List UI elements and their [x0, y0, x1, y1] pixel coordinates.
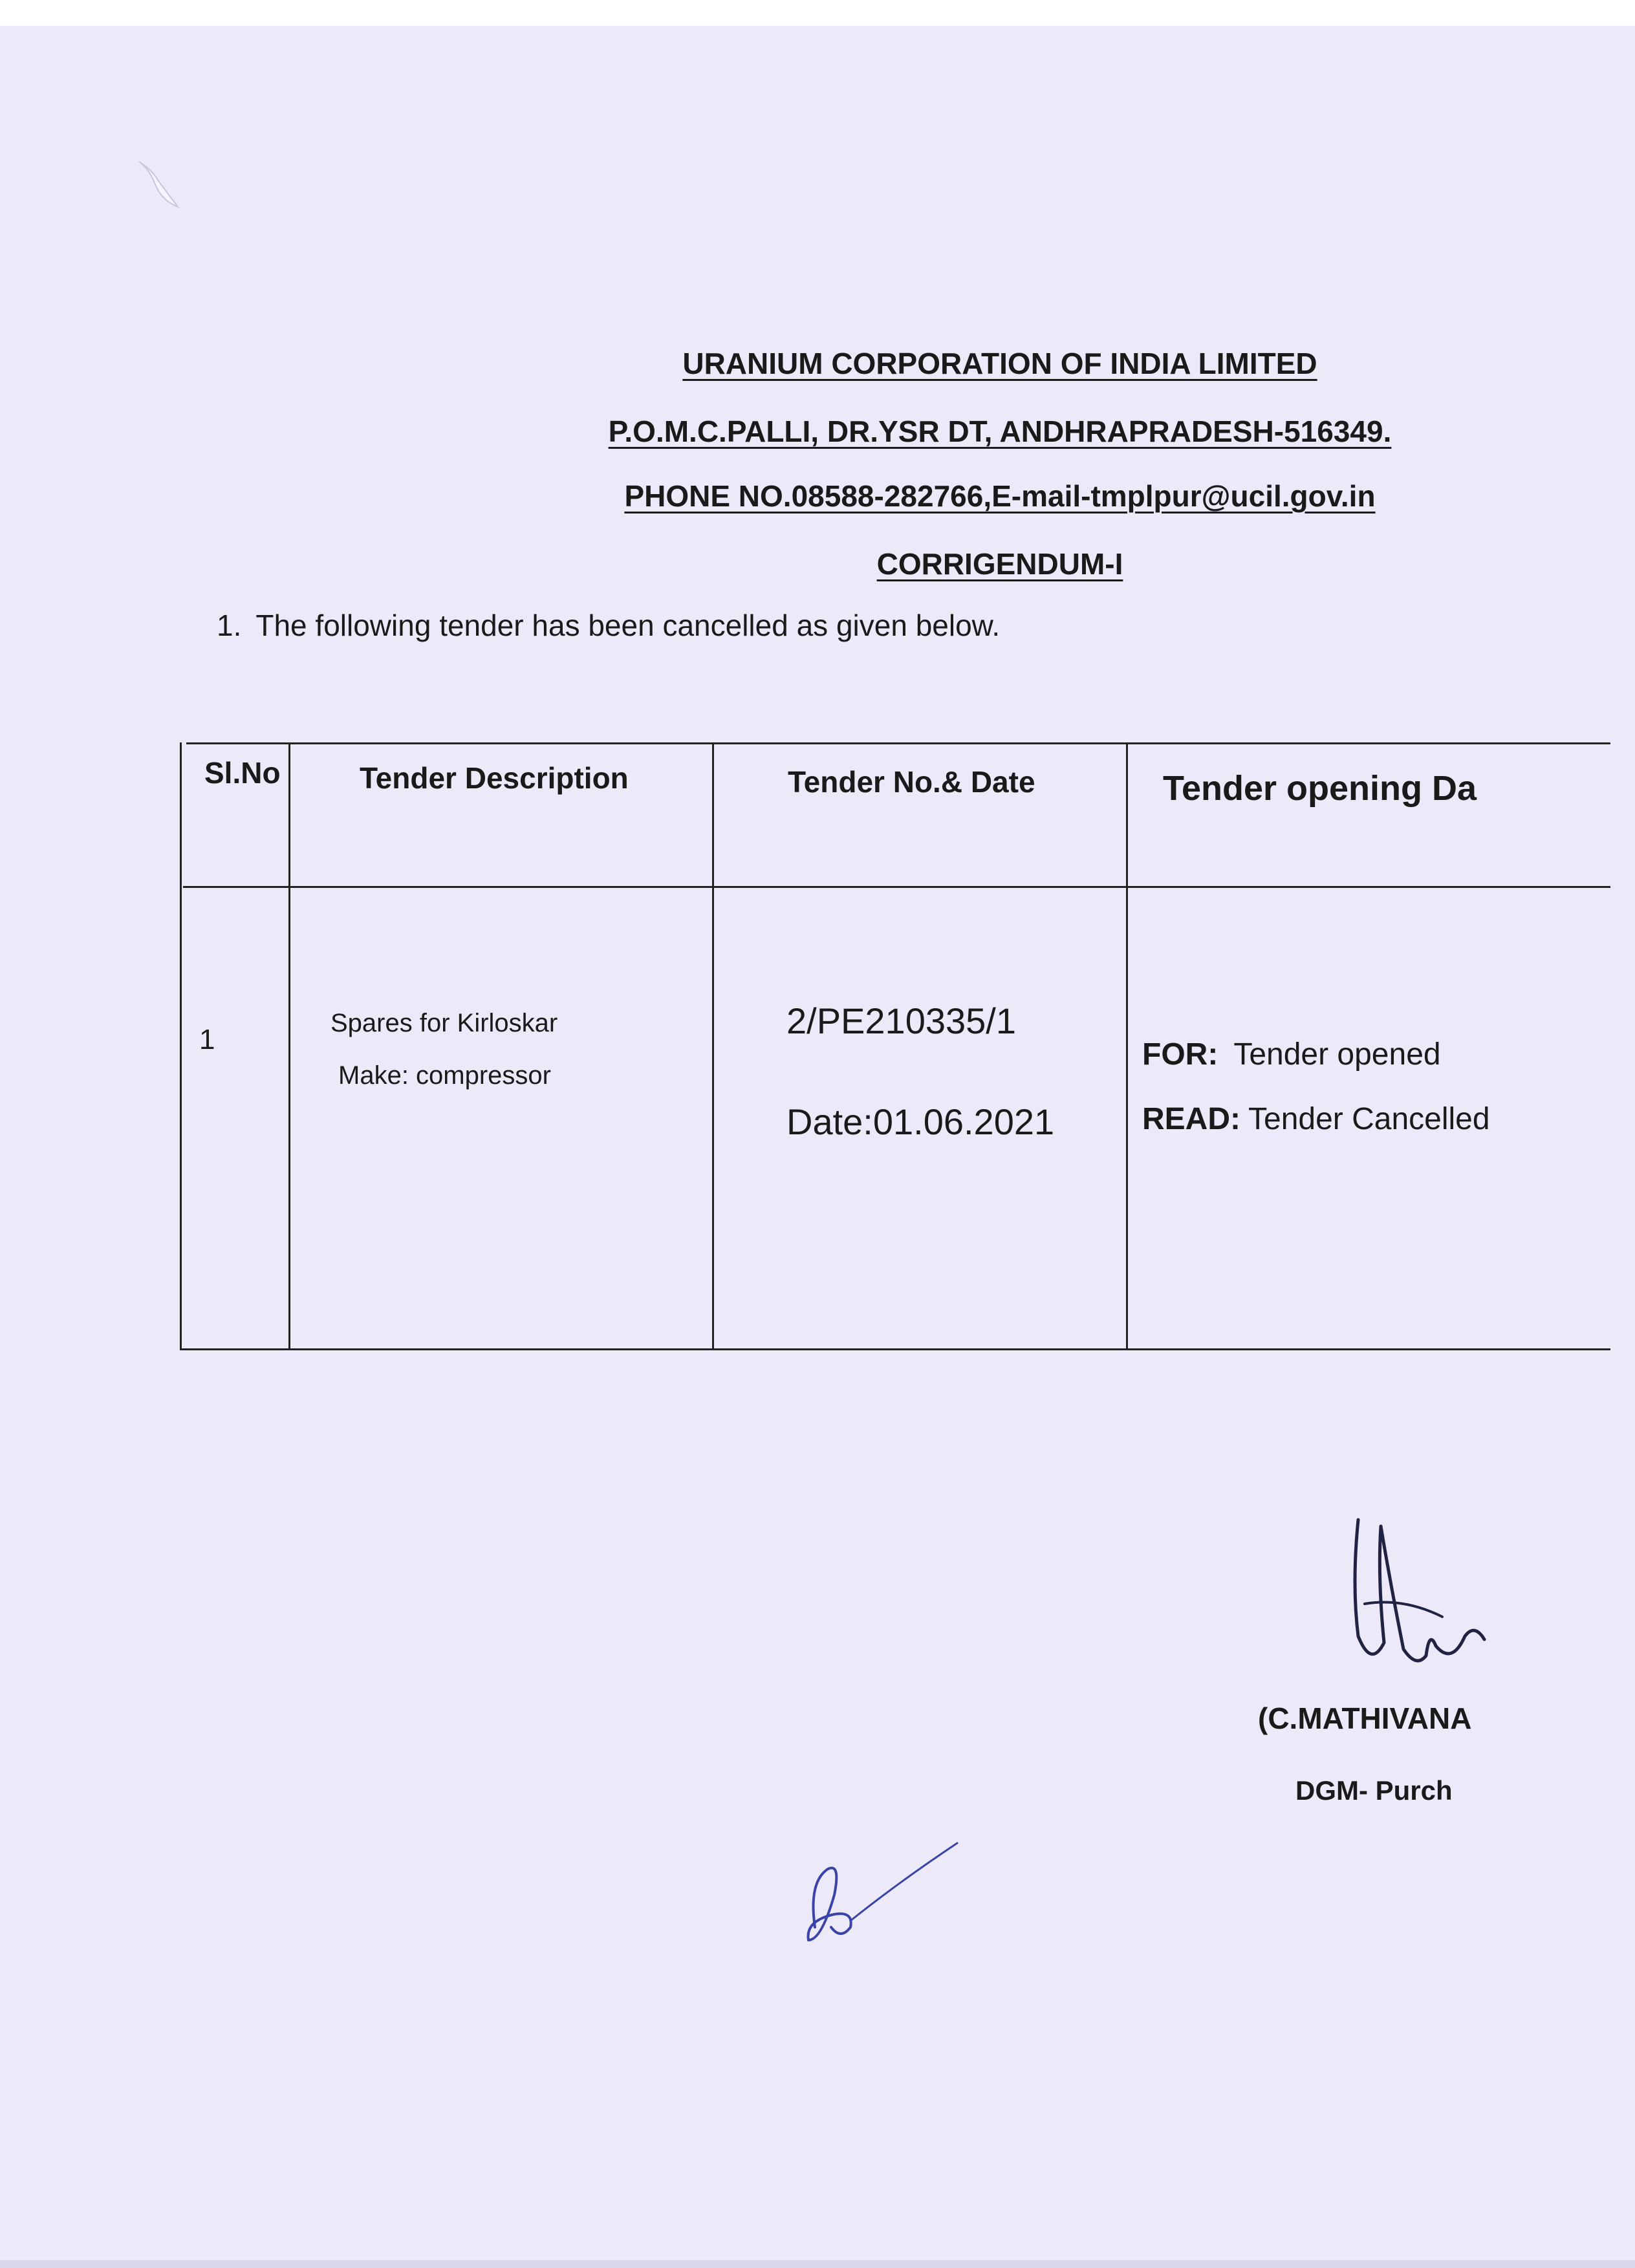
intro-number: 1. — [217, 609, 242, 642]
header-tender-description: Tender Description — [360, 761, 629, 795]
org-name-heading: URANIUM CORPORATION OF INDIA LIMITED — [682, 347, 1317, 380]
row-description-line1: Spares for Kirloskar — [330, 1009, 558, 1037]
header-sl-no: Sl.No — [204, 756, 281, 790]
document-title: CORRIGENDUM-I — [876, 547, 1123, 581]
intro-paragraph — [217, 608, 1000, 643]
handwritten-initials — [796, 1830, 964, 1960]
for-label: FOR: — [1142, 1037, 1218, 1072]
signatory-name: (C.MATHIVANA — [1258, 1701, 1472, 1735]
handwritten-signature — [1345, 1507, 1500, 1688]
table-top-border — [186, 742, 1610, 744]
paper-blemish — [133, 155, 197, 226]
contact-heading: PHONE NO.08588-282766,E-mail-tmplpur@ucil.gov.in — [624, 479, 1376, 513]
row-for-line — [1142, 1037, 1441, 1072]
row-read-line — [1142, 1101, 1490, 1137]
table-left-border — [180, 742, 182, 1350]
row-tender-no: 2/PE210335/1 — [786, 1000, 1016, 1041]
table-col-divider-2 — [712, 742, 714, 1350]
row-description-line2: Make: compressor — [338, 1061, 551, 1090]
read-value: Tender Cancelled — [1248, 1102, 1490, 1136]
header-tender-opening-date: Tender opening Da — [1163, 769, 1477, 808]
for-value: Tender opened — [1233, 1037, 1441, 1072]
table-col-divider-1 — [288, 742, 290, 1350]
table-bottom-border — [180, 1348, 1610, 1350]
signatory-designation: DGM- Purch — [1295, 1775, 1453, 1806]
intro-text: The following tender has been cancelled as given below. — [255, 609, 1001, 642]
tender-table — [180, 742, 1610, 1350]
address-heading: P.O.M.C.PALLI, DR.YSR DT, ANDHRAPRADESH-516349. — [608, 415, 1392, 448]
table-col-divider-3 — [1126, 742, 1128, 1350]
header-tender-no-date: Tender No.& Date — [788, 765, 1035, 799]
table-header-divider — [183, 886, 1610, 888]
row-tender-date: Date:01.06.2021 — [786, 1101, 1055, 1142]
scan-bottom-edge — [0, 2260, 1635, 2268]
row-sl-no: 1 — [199, 1024, 215, 1055]
read-label: READ: — [1142, 1102, 1240, 1136]
document-page — [0, 26, 1635, 2260]
